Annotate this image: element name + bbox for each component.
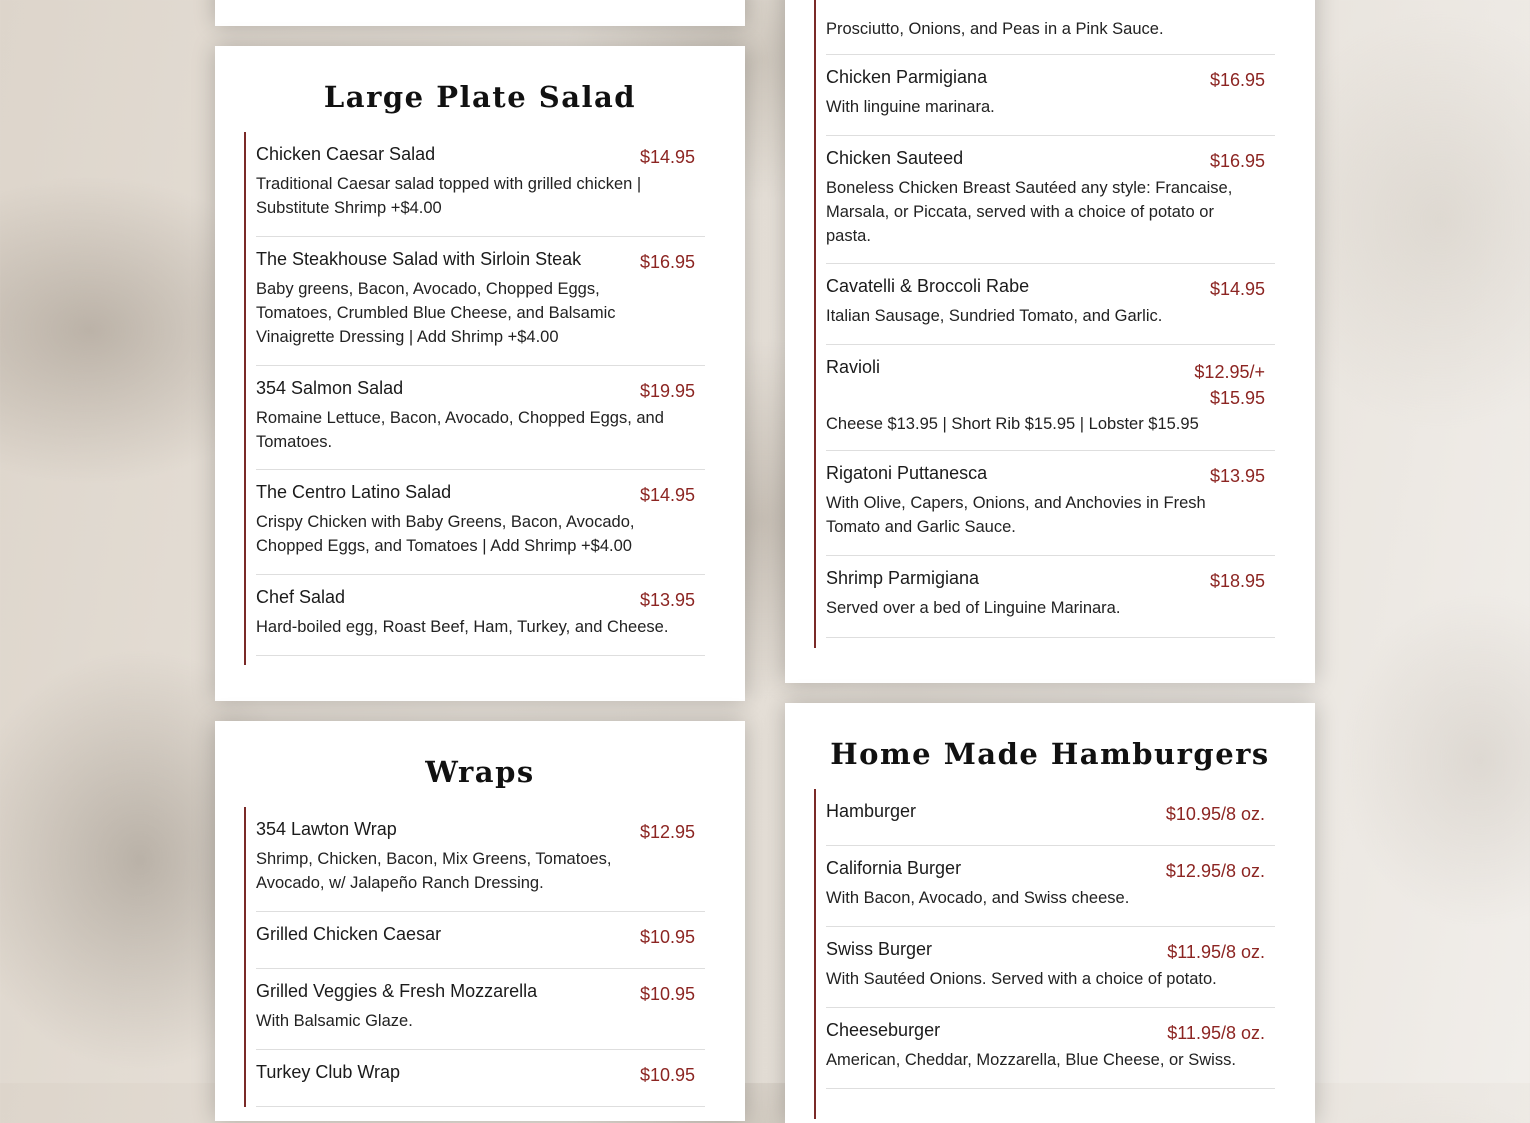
menu-item [826,276,1275,345]
item-name: Chicken Parmigiana [826,67,988,87]
item-price: $14.95 [1209,279,1265,299]
item-price: $10.95 [639,984,695,1004]
menu-item [826,1020,1275,1089]
item-description: Cheese $13.95 | Short Rib $15.95 | Lobster $15.95 [826,415,1199,433]
item-name: Grilled Veggies & Fresh Mozzarella [256,981,538,1001]
item-price: $19.95 [639,381,695,401]
item-name: The Centro Latino Salad [256,482,452,502]
item-price: $13.95 [639,590,695,610]
item-description: Italian Sausage, Sundried Tomato, and Garlic. [826,307,1163,325]
item-name: Chicken Caesar Salad [256,144,436,164]
item-description: Baby greens, Bacon, Avocado, Chopped Eggs, Tomatoes, Crumbled Blue Cheese, and Balsamic Vinaigrette Dressing | Add Shrimp +$4.00 [256,280,616,346]
menu-item [256,924,705,969]
item-price: $11.95/8 oz. [1167,942,1265,962]
item-name: 354 Lawton Wrap [256,819,397,839]
item-name: Swiss Burger [826,939,933,959]
menu-item [826,148,1275,264]
pasta-card [785,0,1315,683]
menu-item-list [814,0,1275,648]
item-price: $11.95/8 oz. [1167,1023,1265,1043]
item-name: Hamburger [826,801,917,821]
item-name: Chef Salad [256,587,346,607]
item-name: Cavatelli & Broccoli Rabe [826,276,1030,296]
item-description: Shrimp, Chicken, Bacon, Mix Greens, Tomatoes, Avocado, w/ Jalapeño Ranch Dressing. [256,850,612,892]
item-name: California Burger [826,858,962,878]
menu-item [256,249,705,366]
item-name: Ravioli [826,357,881,377]
item-name: Chicken Sauteed [826,148,964,168]
item-name: Shrimp Parmigiana [826,568,980,588]
item-price: $12.95 [639,822,695,842]
section-title: Home Made Hamburgers [830,737,1270,771]
menu-item-list [814,789,1275,1119]
menu-item [826,801,1275,846]
menu-item [826,67,1275,136]
item-description: Traditional Caesar salad topped with grilled chicken | Substitute Shrimp +$4.00 [256,175,642,217]
item-description: With Olive, Capers, Onions, and Anchovies in Fresh Tomato and Garlic Sauce. [826,494,1206,536]
menu-item [826,463,1275,556]
menu-item-list [244,807,705,1107]
item-price: $10.95/8 oz. [1165,804,1265,824]
section-title: Wraps [425,755,535,789]
menu-item [256,981,705,1050]
item-price: $10.95 [639,1065,695,1085]
menu-item-list [244,132,705,665]
item-price: $14.95 [639,147,695,167]
menu-item [826,357,1275,451]
section-title: Large Plate Salad [323,80,637,114]
item-name: Cheeseburger [826,1020,941,1040]
item-description: With Sautéed Onions. Served with a choice of potato. [826,970,1217,988]
item-description: Boneless Chicken Breast Sautéed any style: Francaise, Marsala, or Piccata, served with a choice of potato or pasta. [826,179,1233,245]
item-name: Rigatoni Puttanesca [826,463,988,483]
item-description: Romaine Lettuce, Bacon, Avocado, Chopped Eggs, and Tomatoes. [256,409,664,451]
item-name: The Steakhouse Salad with Sirloin Steak [256,249,582,269]
menu-item [256,378,705,470]
menu-item [826,858,1275,927]
item-description: Hard-boiled egg, Roast Beef, Ham, Turkey, and Cheese. [256,618,669,636]
menu-item [256,587,705,656]
hamburgers-card [785,703,1315,1123]
menu-item [826,568,1275,638]
item-description: Crispy Chicken with Baby Greens, Bacon, Avocado, Chopped Eggs, and Tomatoes | Add Shrimp +$4.00 [256,513,635,555]
item-description: With Bacon, Avocado, and Swiss cheese. [826,889,1130,907]
wraps-card [215,721,745,1121]
item-price: $14.95 [639,485,695,505]
menu-item [826,939,1275,1008]
item-description: With linguine marinara. [826,98,995,116]
item-description: American, Cheddar, Mozzarella, Blue Cheese, or Swiss. [826,1051,1236,1069]
item-name: Grilled Chicken Caesar [256,924,442,944]
item-name: Turkey Club Wrap [256,1062,401,1082]
previous-menu-card [215,0,745,26]
item-price: $12.95/+ $15.95 [1194,362,1265,408]
item-price: $10.95 [639,927,695,947]
menu-item [256,144,705,237]
item-price: $13.95 [1209,466,1265,486]
item-price: $16.95 [1209,151,1265,171]
item-description: With Balsamic Glaze. [256,1012,413,1030]
item-description: Prosciutto, Onions, and Peas in a Pink Sauce. [826,20,1164,38]
item-price: $16.95 [639,252,695,272]
menu-item [256,819,705,912]
menu-item [256,1062,705,1107]
item-price: $12.95/8 oz. [1165,861,1265,881]
item-description: Served over a bed of Linguine Marinara. [826,599,1121,617]
item-price: $16.95 [1209,70,1265,90]
item-name: 354 Salmon Salad [256,378,404,398]
large-plate-salad-card [215,46,745,701]
item-price: $18.95 [1209,571,1265,591]
menu-item [256,482,705,575]
menu-item [826,0,1275,55]
